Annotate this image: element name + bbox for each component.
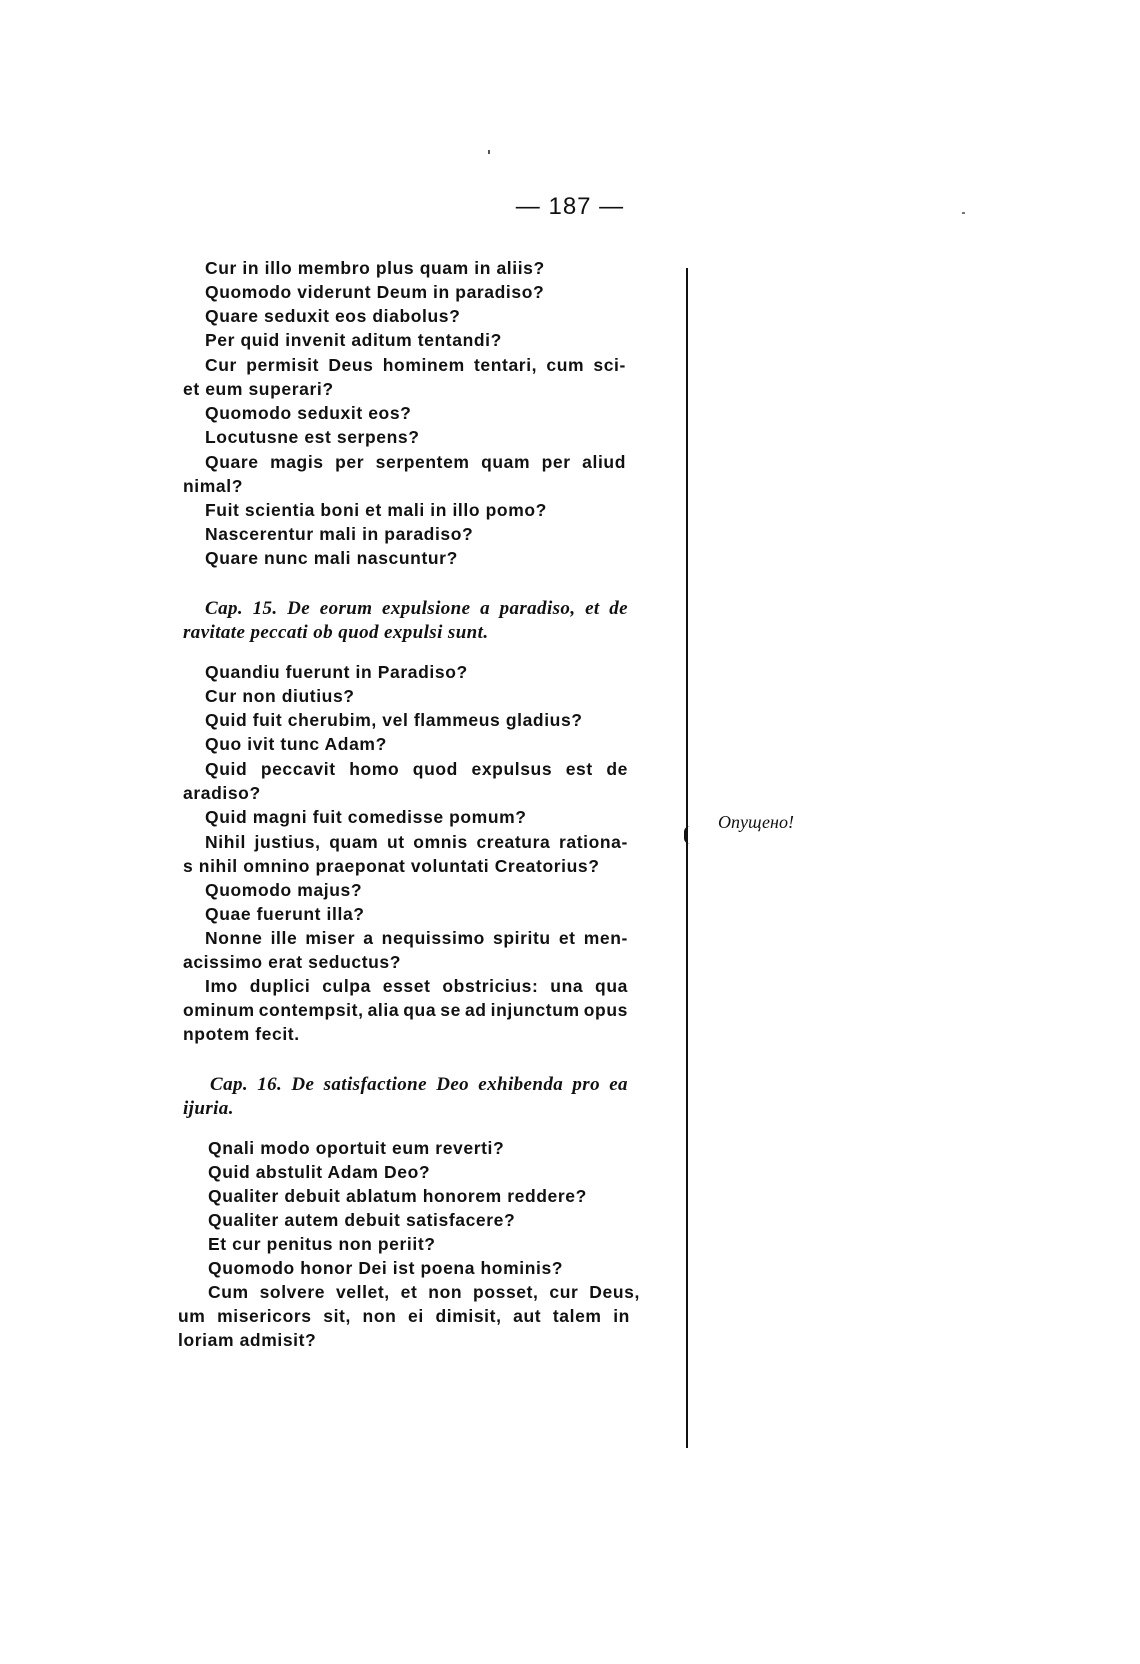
text-line: aradiso?: [183, 783, 261, 803]
text-line: loriam admisit?: [178, 1330, 317, 1350]
text-line: s nihil omnino praeponat voluntati Creatorius?: [183, 856, 600, 876]
text-line: Quandiu fuerunt in Paradiso?: [205, 662, 468, 682]
text-line: Cum solvere vellet, et non posset, cur Deus,: [208, 1282, 640, 1302]
text-line: Cur permisit Deus hominem tentari, cum sci-: [205, 355, 626, 375]
text-line: Quare seduxit eos diabolus?: [205, 306, 461, 326]
text-line: Quae fuerunt illa?: [205, 904, 365, 924]
text-line: Quomodo seduxit eos?: [205, 403, 412, 423]
text-line: Et cur penitus non periit?: [208, 1234, 436, 1254]
chapter-heading-line: Cap. 16. De satisfactione Deo exhibenda pro ea: [210, 1074, 628, 1095]
text-line: Quare nunc mali nascuntur?: [205, 548, 458, 568]
text-line: ominum contempsit, alia qua se ad injunctum opus: [183, 1000, 628, 1020]
text-line: Qualiter autem debuit satisfacere?: [208, 1210, 516, 1230]
text-line: Cur in illo membro plus quam in aliis?: [205, 258, 545, 278]
text-line: Qnali modo oportuit eum reverti?: [208, 1138, 505, 1158]
text-line: Qualiter debuit ablatum honorem reddere?: [208, 1186, 587, 1206]
text-line: Quid magni fuit comedisse pomum?: [205, 807, 527, 827]
text-line: Quomodo viderunt Deum in paradiso?: [205, 282, 545, 302]
text-line: Quare magis per serpentem quam per aliud: [205, 452, 626, 472]
text-line: Nihil justius, quam ut omnis creatura rationa-: [205, 832, 628, 852]
margin-bracket: [680, 268, 688, 1448]
text-line: npotem fecit.: [183, 1024, 300, 1044]
text-line: Quomodo honor Dei ist poena hominis?: [208, 1258, 564, 1278]
text-line: um misericors sit, non ei dimisit, aut talem in: [178, 1306, 630, 1326]
text-line: Quomodo majus?: [205, 880, 363, 900]
text-line: Nascerentur mali in paradiso?: [205, 524, 474, 544]
chapter-heading-line: ravitate peccati ob quod expulsi sunt.: [183, 622, 489, 643]
text-line: Nonne ille miser a nequissimo spiritu et men-: [205, 928, 628, 948]
text-line: acissimo erat seductus?: [183, 952, 402, 972]
chapter-heading-line: Cap. 15. De eorum expulsione a paradiso, et de: [205, 598, 628, 619]
text-line: Per quid invenit aditum tentandi?: [205, 330, 502, 350]
text-line: Quid peccavit homo quod expulsus est de: [205, 759, 628, 779]
chapter-heading-line: ijuria.: [183, 1098, 234, 1119]
text-line: Fuit scientia boni et mali in illo pomo?: [205, 500, 547, 520]
page-number: — 187 —: [515, 193, 625, 220]
text-line: nimal?: [183, 476, 243, 496]
text-line: Locutusne est serpens?: [205, 427, 420, 447]
text-line: et eum superari?: [183, 379, 334, 399]
scan-speck: [488, 150, 490, 154]
text-line: Imo duplici culpa esset obstricius: una qua: [205, 976, 628, 996]
text-line: Quid fuit cherubim, vel flammeus gladius?: [205, 710, 583, 730]
text-line: Quid abstulit Adam Deo?: [208, 1162, 431, 1182]
margin-bracket-notch: [684, 826, 696, 844]
margin-note: Опущено!: [718, 812, 794, 832]
text-line: Cur non diutius?: [205, 686, 355, 706]
text-line: Quo ivit tunc Adam?: [205, 734, 387, 754]
